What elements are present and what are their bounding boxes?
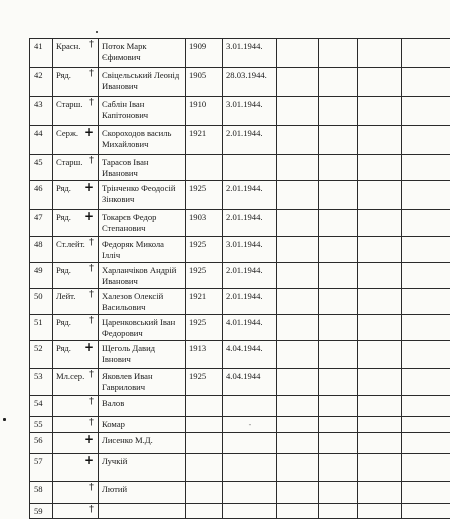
name-cell: Свіцельський Леонід Иванович xyxy=(99,68,186,97)
empty-cell xyxy=(319,237,358,263)
empty-cell xyxy=(402,433,450,454)
rank-text: Ряд. xyxy=(56,212,71,222)
empty-cell xyxy=(319,504,358,519)
rank-cell xyxy=(53,417,99,433)
birth-year-cell: 1925 xyxy=(186,369,223,396)
empty-cell xyxy=(402,369,450,396)
name-cell: Харланчіков Андрій Иванович xyxy=(99,263,186,289)
row-number-cell: 45 xyxy=(30,155,53,181)
row-number-cell: 44 xyxy=(30,126,53,155)
death-date-cell: 2.01.1944. xyxy=(223,263,277,289)
table-row xyxy=(30,155,450,181)
rank-cell xyxy=(53,289,99,315)
name-cell: Валов xyxy=(99,396,186,417)
empty-cell xyxy=(402,126,450,155)
table-row xyxy=(30,126,450,155)
empty-cell xyxy=(358,289,402,315)
check-mark-icon: + xyxy=(84,211,94,221)
death-date-cell xyxy=(223,454,277,482)
check-mark-icon: + xyxy=(84,342,94,352)
empty-cell xyxy=(319,210,358,237)
table-row xyxy=(30,504,450,519)
check-mark-icon: † xyxy=(89,264,94,274)
rank-cell xyxy=(53,126,99,155)
empty-cell xyxy=(277,454,319,482)
death-date-cell: 4.04.1944. xyxy=(223,341,277,369)
rank-text: Ст.лейт. xyxy=(56,239,85,249)
row-number-cell: 54 xyxy=(30,396,53,417)
row-number-cell: 57 xyxy=(30,454,53,482)
empty-cell xyxy=(402,504,450,519)
birth-year-cell xyxy=(186,482,223,504)
table-row xyxy=(30,210,450,237)
rank-cell xyxy=(53,210,99,237)
rank-cell xyxy=(53,482,99,504)
empty-cell xyxy=(319,396,358,417)
rank-cell xyxy=(53,181,99,210)
empty-cell xyxy=(319,68,358,97)
empty-cell xyxy=(277,126,319,155)
empty-cell xyxy=(277,97,319,126)
empty-cell xyxy=(277,396,319,417)
check-mark-icon: † xyxy=(89,238,94,248)
name-cell: Лисенко М.Д. xyxy=(99,433,186,454)
empty-cell xyxy=(277,433,319,454)
row-number-cell: 42 xyxy=(30,68,53,97)
check-mark-icon: † xyxy=(89,505,94,515)
rank-text: Ряд. xyxy=(56,183,71,193)
empty-cell xyxy=(402,315,450,341)
empty-cell xyxy=(319,454,358,482)
empty-cell xyxy=(402,210,450,237)
death-date-cell: 2.01.1944. xyxy=(223,289,277,315)
birth-year-cell: 1913 xyxy=(186,341,223,369)
empty-cell xyxy=(277,237,319,263)
empty-cell xyxy=(277,181,319,210)
empty-cell xyxy=(277,39,319,68)
rank-cell xyxy=(53,369,99,396)
row-number-cell: 48 xyxy=(30,237,53,263)
empty-cell xyxy=(402,237,450,263)
empty-cell xyxy=(402,263,450,289)
empty-cell xyxy=(402,97,450,126)
name-cell: Халезов Олексій Васильович xyxy=(99,289,186,315)
empty-cell xyxy=(358,433,402,454)
name-cell: Саблін Іван Капітонович xyxy=(99,97,186,126)
name-cell: Поток Марк Єфимович xyxy=(99,39,186,68)
rank-cell xyxy=(53,341,99,369)
table-row xyxy=(30,181,450,210)
rank-cell xyxy=(53,396,99,417)
empty-cell xyxy=(358,315,402,341)
birth-year-cell: 1925 xyxy=(186,181,223,210)
empty-cell xyxy=(277,482,319,504)
check-mark-icon: + xyxy=(84,455,94,465)
empty-cell xyxy=(319,315,358,341)
empty-cell xyxy=(319,181,358,210)
table-body xyxy=(30,39,450,519)
rank-cell xyxy=(53,237,99,263)
empty-cell xyxy=(358,155,402,181)
row-number-cell: 52 xyxy=(30,341,53,369)
empty-cell xyxy=(402,68,450,97)
check-mark-icon: † xyxy=(89,483,94,493)
death-date-cell: 4.04.1944 xyxy=(223,369,277,396)
empty-cell xyxy=(319,417,358,433)
birth-year-cell: 1921 xyxy=(186,126,223,155)
death-date-cell: - xyxy=(223,417,277,433)
row-number-cell: 55 xyxy=(30,417,53,433)
rank-text: Ряд. xyxy=(56,317,71,327)
empty-cell xyxy=(277,369,319,396)
death-date-cell: 2.01.1944. xyxy=(223,210,277,237)
birth-year-cell: 1925 xyxy=(186,315,223,341)
death-date-cell xyxy=(223,155,277,181)
row-number-cell: 41 xyxy=(30,39,53,68)
empty-cell xyxy=(277,210,319,237)
check-mark-icon: † xyxy=(89,370,94,380)
birth-year-cell: 1909 xyxy=(186,39,223,68)
empty-cell xyxy=(402,181,450,210)
death-date-cell: 3.01.1944. xyxy=(223,237,277,263)
rank-cell xyxy=(53,504,99,519)
table-row xyxy=(30,97,450,126)
empty-cell xyxy=(358,210,402,237)
death-date-cell: 2.01.1944. xyxy=(223,181,277,210)
name-cell: Тарасов Іван Иванович xyxy=(99,155,186,181)
empty-cell xyxy=(277,68,319,97)
birth-year-cell: 1910 xyxy=(186,97,223,126)
rank-cell xyxy=(53,39,99,68)
empty-cell xyxy=(277,155,319,181)
empty-cell xyxy=(358,39,402,68)
row-number-cell: 46 xyxy=(30,181,53,210)
death-date-cell: 4.01.1944. xyxy=(223,315,277,341)
name-cell xyxy=(99,504,186,519)
empty-cell xyxy=(402,341,450,369)
table-row xyxy=(30,396,450,417)
death-date-cell xyxy=(223,433,277,454)
birth-year-cell: 1903 xyxy=(186,210,223,237)
birth-year-cell: 1925 xyxy=(186,263,223,289)
rank-cell xyxy=(53,68,99,97)
empty-cell xyxy=(358,454,402,482)
rank-cell xyxy=(53,263,99,289)
row-number-cell: 56 xyxy=(30,433,53,454)
rank-cell xyxy=(53,315,99,341)
row-number-cell: 51 xyxy=(30,315,53,341)
casualty-table xyxy=(29,38,450,519)
name-cell: Токарєв Федор Степанович xyxy=(99,210,186,237)
empty-cell xyxy=(277,315,319,341)
check-mark-icon: † xyxy=(89,316,94,326)
table-row xyxy=(30,454,450,482)
table-row xyxy=(30,289,450,315)
name-cell: Федоряк Микола Ілліч xyxy=(99,237,186,263)
rank-text: Красн. xyxy=(56,41,80,51)
death-date-cell xyxy=(223,396,277,417)
birth-year-cell xyxy=(186,155,223,181)
row-number-cell: 59 xyxy=(30,504,53,519)
table-row xyxy=(30,237,450,263)
rank-text: Ряд. xyxy=(56,70,71,80)
empty-cell xyxy=(319,155,358,181)
rank-text: Старш. xyxy=(56,99,82,109)
empty-cell xyxy=(358,504,402,519)
birth-year-cell: 1905 xyxy=(186,68,223,97)
death-date-cell xyxy=(223,482,277,504)
row-number-cell: 49 xyxy=(30,263,53,289)
empty-cell xyxy=(319,39,358,68)
empty-cell xyxy=(358,237,402,263)
row-number-cell: 53 xyxy=(30,369,53,396)
table-row xyxy=(30,482,450,504)
name-cell: Царенковський Іван Федорович xyxy=(99,315,186,341)
row-number-cell: 58 xyxy=(30,482,53,504)
empty-cell xyxy=(319,97,358,126)
empty-cell xyxy=(277,417,319,433)
check-mark-icon: † xyxy=(89,156,94,166)
birth-year-cell xyxy=(186,396,223,417)
empty-cell xyxy=(358,417,402,433)
name-cell: Лютий xyxy=(99,482,186,504)
empty-cell xyxy=(277,504,319,519)
ink-speck xyxy=(96,31,98,33)
empty-cell xyxy=(319,289,358,315)
name-cell: Скороходов василь Михайлович xyxy=(99,126,186,155)
table-row xyxy=(30,341,450,369)
empty-cell xyxy=(277,263,319,289)
empty-cell xyxy=(358,97,402,126)
empty-cell xyxy=(402,289,450,315)
check-mark-icon: + xyxy=(84,434,94,444)
empty-cell xyxy=(358,263,402,289)
row-number-cell: 47 xyxy=(30,210,53,237)
empty-cell xyxy=(358,341,402,369)
rank-cell xyxy=(53,433,99,454)
table-row xyxy=(30,263,450,289)
death-date-cell: 3.01.1944. xyxy=(223,97,277,126)
empty-cell xyxy=(319,341,358,369)
row-number-cell: 50 xyxy=(30,289,53,315)
table-row xyxy=(30,68,450,97)
death-date-cell xyxy=(223,504,277,519)
empty-cell xyxy=(402,454,450,482)
rank-cell xyxy=(53,155,99,181)
empty-cell xyxy=(402,396,450,417)
empty-cell xyxy=(319,482,358,504)
empty-cell xyxy=(358,181,402,210)
rank-text: Старш. xyxy=(56,157,82,167)
check-mark-icon: † xyxy=(89,98,94,108)
birth-year-cell xyxy=(186,417,223,433)
death-date-cell: 28.03.1944. xyxy=(223,68,277,97)
empty-cell xyxy=(358,68,402,97)
table-row xyxy=(30,315,450,341)
rank-text: Лейт. xyxy=(56,291,75,301)
rank-text: Ряд. xyxy=(56,343,71,353)
rank-text: Ряд. xyxy=(56,265,71,275)
birth-year-cell: 1921 xyxy=(186,289,223,315)
empty-cell xyxy=(319,126,358,155)
birth-year-cell xyxy=(186,433,223,454)
table-row xyxy=(30,417,450,433)
table-row xyxy=(30,369,450,396)
empty-cell xyxy=(402,155,450,181)
empty-cell xyxy=(319,369,358,396)
death-date-cell: 2.01.1944. xyxy=(223,126,277,155)
rank-text: Мл.сер. xyxy=(56,371,84,381)
empty-cell xyxy=(319,433,358,454)
name-cell: Щеголь Давид Івнович xyxy=(99,341,186,369)
check-mark-icon: + xyxy=(84,127,94,137)
empty-cell xyxy=(319,263,358,289)
name-cell: Трінченко Феодосій Зінкович xyxy=(99,181,186,210)
check-mark-icon: † xyxy=(89,69,94,79)
rank-cell xyxy=(53,454,99,482)
empty-cell xyxy=(358,396,402,417)
row-number-cell: 43 xyxy=(30,97,53,126)
name-cell: Яковлев Иван Гаврилович xyxy=(99,369,186,396)
name-cell: Комар xyxy=(99,417,186,433)
empty-cell xyxy=(402,417,450,433)
check-mark-icon: + xyxy=(84,182,94,192)
empty-cell xyxy=(402,482,450,504)
rank-cell xyxy=(53,97,99,126)
empty-cell xyxy=(277,289,319,315)
birth-year-cell: 1925 xyxy=(186,237,223,263)
ink-speck xyxy=(3,418,6,421)
empty-cell xyxy=(277,341,319,369)
empty-cell xyxy=(358,482,402,504)
empty-cell xyxy=(358,126,402,155)
check-mark-icon: † xyxy=(89,397,94,407)
table-row xyxy=(30,39,450,68)
check-mark-icon: † xyxy=(89,40,94,50)
birth-year-cell xyxy=(186,454,223,482)
death-date-cell: 3.01.1944. xyxy=(223,39,277,68)
check-mark-icon: † xyxy=(89,290,94,300)
empty-cell xyxy=(358,369,402,396)
table-row xyxy=(30,433,450,454)
rank-text: Серж. xyxy=(56,128,78,138)
check-mark-icon: † xyxy=(89,418,94,428)
empty-cell xyxy=(402,39,450,68)
birth-year-cell xyxy=(186,504,223,519)
name-cell: Лучкій xyxy=(99,454,186,482)
